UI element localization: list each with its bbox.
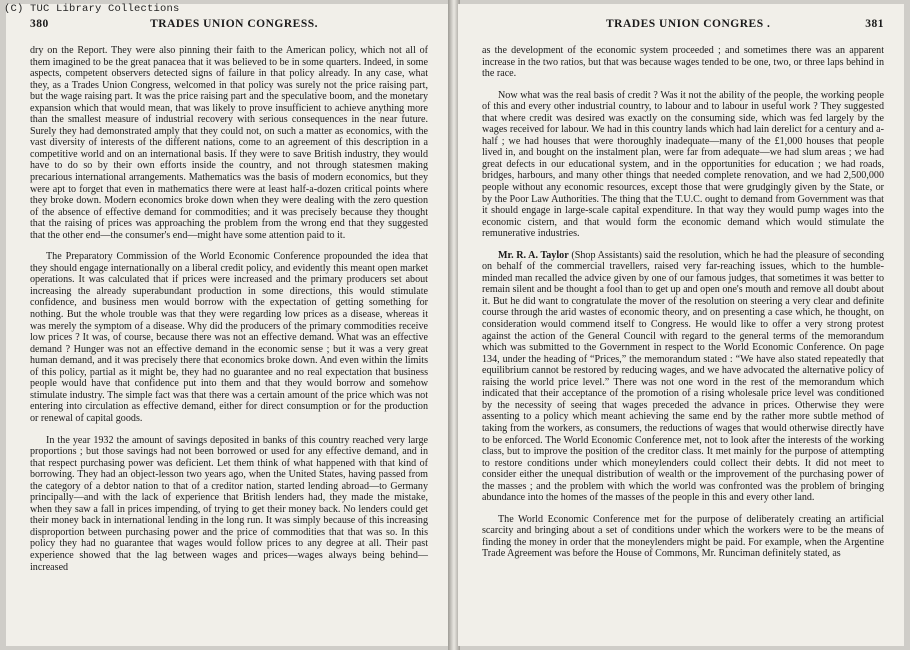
paragraph xyxy=(482,250,884,504)
right-page-header xyxy=(482,18,884,36)
left-page-body xyxy=(30,45,428,573)
page-number: 381 xyxy=(865,18,884,30)
speech-text: (Shop Assistants) said the resolution, which he had the pleasure of seconding on behalf of the commercial travellers, raised very far-reaching issues, which to the humble-minded man recalled the advice given by one of our famous judges, that sometimes it was better to remain silent and be thought a fool than to get up and open one's mouth and remove all doubt about it. But he did want to congratulate the mover of the resolution on steering a very clear and definite course through the arid wastes of economic theory, and on presenting a case which, he thought, on consideration would commend itself to Congress. He would like to offer a very strong protest against the action of the General Council with regard to the general terms of the memorandum which was submitted to the Government in respect to the World Economic Conference. On page 134, under the heading of “Prices,” the memorandum stated : “We have also stated repeatedly that equilibrium cannot be restored by reducing wages, and we have advocated the alternative policy of raising the world price level.” There was not one word in the rest of the memorandum which indicated that their acceptance of the promotion of a rising wholesale price level was conditioned by the necessity of seeing that wages preceded the advance in prices. Otherwise they were assenting to a policy which meant achieving the same end by the rather more subtle method of taking from the workers, as consumers, the reductions of wages that would otherwise directly have to be enforced. The World Economic Conference met, not to look after the interests of the working class, but to improve the position of the creditor class. It met mainly for the purpose of attempting to restore conditions under which moneylenders could collect their debts. It did not meet to consider either the unequal distribution of wealth or the improvement of the purchasing power of the masses ; and the problem with which the world was confronted was the problem of bringing abundance into the homes of the masses of the people in this and every other land. xyxy=(482,249,885,504)
right-page xyxy=(458,4,904,646)
paragraph: as the development of the economic system proceeded ; and sometimes there was an apparent increase in the two ratios, but that was because wages tended to be one, two, or three laps behind in the race. xyxy=(482,45,884,80)
paragraph: Now what was the real basis of credit ? Was it not the ability of the people, the working people of this and every other industrial country, to labour and to labour in useful work ? They suggested that where credit was desired was exactly on the consuming side, which was fed largely by the wages received for labour. We had in this country lands which had lain derelict for a century and a-half ; we had houses that were thoroughly inadequate—many of the £1,000 houses that people lived in, and bought on the instalment plan, were far from adequate—we had slum areas ; we had great defects in our educational system, and in the opportunities for education ; we had roads, bridges, harbours, and many other things that needed complete renovation, and we had 2,500,000 people without any economic resources, except those that were grudgingly given by the State, or by the Poor Law Authorities. The thing that the T.U.C. ought to demand from Government was that it should engage in large-scale capital expenditure. In that way they would pump wages into the economic cistern, and that would form the economic demand which would stimulate the remunerative industries. xyxy=(482,89,884,240)
running-head: TRADES UNION CONGRESS. xyxy=(150,18,318,30)
speaker-name: Mr. R. A. Taylor xyxy=(498,249,569,261)
left-page-header xyxy=(30,18,428,36)
paragraph: The Preparatory Commission of the World Economic Conference propounded the idea that they should engage internationally on a liberal credit policy, and evidently this meant open market operations. It was calculated that if prices were increased and the primary producers set about increasing the already superabundant production in some directions, this would stimulate confidence, and business men would borrow with the expectation of getting something for nothing. But the whole trouble was that they were regarding low prices as a disease, whereas it was merely the symptom of a disease. Why did the producers of the primary commodities receive low prices ? It was, of course, because there was not an effective demand. What was an effective demand ? Hunger was not an effective demand in the economic sense ; but it was a very great human demand, and it was precisely there that economics broke down. And even within the limits of this policy, partial as it might be, they had no guarantee and no real expectation that business people would have that confidence put into them and that they would borrow and somehow stimulate industry. The simple fact was that there was a certain amount of the price which was not entering into circulation as effective demand, either for direct consumption or for the production or renewal of capital goods. xyxy=(30,251,428,424)
right-page-body xyxy=(482,45,884,560)
watermark: (C) TUC Library Collections xyxy=(4,3,180,15)
paragraph: The World Economic Conference met for the purpose of deliberately creating an artificial scarcity and bringing about a set of conditions under which the workers were to be the means of finding the money in order that the moneylenders might be paid. For example, when the Argentine Trade Agreement was before the House of Commons, Mr. Runciman definitely stated, as xyxy=(482,513,884,560)
paragraph: dry on the Report. They were also pinning their faith to the American policy, which not all of them imagined to be the great panacea that it was believed to be in some quarters. Indeed, in some aspects, competent observers detected signs of failure in that policy already. In any case, what they, as a Trades Union Congress, welcomed in that policy was surely not the price raising part, but the wage raising part. It was the price raising part and the speculative boom, and the monetary expansion which that would mean, that was likely to prove insufficient to achieve anything more than the smallest measure of industrial recovery with serious consequences in the near future. Surely they had demonstrated amply that they could not, on such a matter as economics, with the vast diversity of interests of the different nations, come to an agreement of this description in a competitive world and on an international basis. If they were to save British industry, they would have to do so by their own efforts inside the country, and not through statesmen making precarious international arrangements. Mathematics was the basis of modern economics, but they were apt to forget that even in mathematics there were at least half-a-dozen critical points where they broke down. Modern economics broke down when they were dealing with the zero question of the absence of effective demand for commodities; and it was precisely because they thought that the raising of prices was approaching the problem from the wrong end that they suggested that the other end—the consumer's end—might have some attention paid to it. xyxy=(30,45,428,241)
page-number: 380 xyxy=(30,18,49,30)
left-page xyxy=(6,4,450,646)
running-head: TRADES UNION CONGRES . xyxy=(606,18,771,30)
paragraph: In the year 1932 the amount of savings deposited in banks of this country reached very large proportions ; but those savings had not been borrowed or used for any effective demand, and in that respect purchasing power was deficient. Let them think of what happened with that kind of borrowing. They had an object-lesson two years ago, when the United States, having passed from the category of a debtor nation to that of a creditor nation, started lending abroad—to Germany principally—and with the lack of experience that British lenders had, they made the mistake, when they saw a fall in prices impending, of trying to get their money back. No lenders could get their money back in international lending in the long run. It was simply because of this increasing disproportion between purchasing power and the price of commodities that that was so. In this policy they had no guarantee that wages would follow prices to any degree at all. Their past experience showed that the lag between wages and prices—wages always being behind—increased xyxy=(30,434,428,573)
